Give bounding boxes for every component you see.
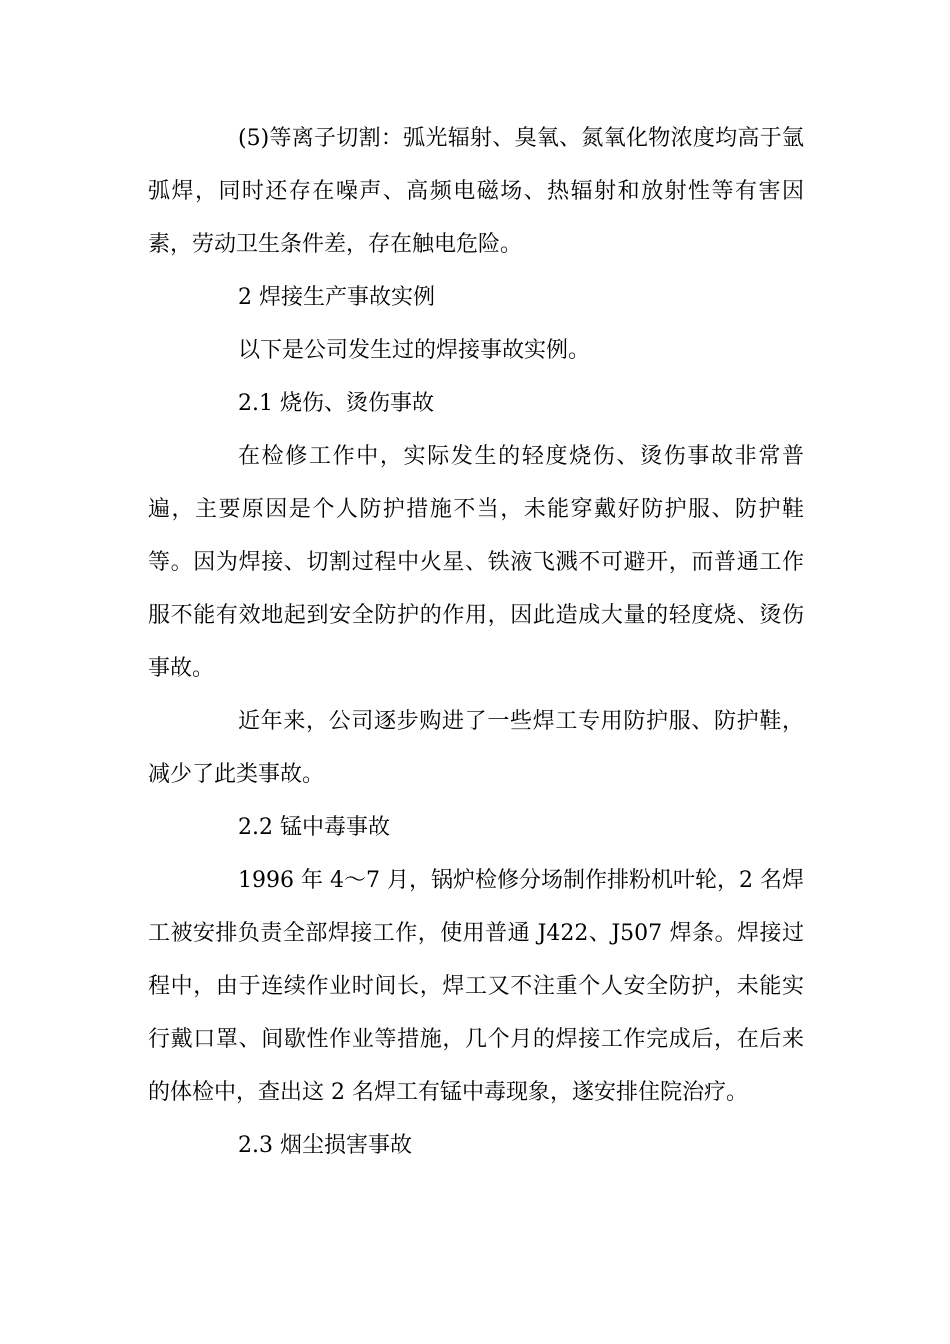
document-body [148,112,804,1172]
subsection-heading-fume-damage: 2.3 烟尘损害事故 [238,1133,412,1158]
subsection-heading-burns: 2.1 烧伤、烫伤事故 [238,391,434,416]
paragraph-plasma-cutting: (5)等离子切割：弧光辐射、臭氧、氮氧化物浓度均高于氩弧焊，同时还存在噪声、高频电磁场、热辐射和放射性等有害因素，劳动卫生条件差，存在触电危险。 [148,126,804,257]
paragraph-intro: 以下是公司发生过的焊接事故实例。 [238,338,591,363]
paragraph-burns-description: 在检修工作中，实际发生的轻度烧伤、烫伤事故非常普遍，主要原因是个人防护措施不当，未能穿戴好防护服、防护鞋等。因为焊接、切割过程中火星、铁液飞溅不可避开，而普通工作服不能有效地起到安全防护的作用，因此造成大量的轻度烧、烫伤事故。 [148,444,804,681]
section-heading-accident-examples: 2 焊接生产事故实例 [238,285,435,310]
paragraph-manganese-description: 1996 年 4～7 月，锅炉检修分场制作排粉机叶轮，2 名焊工被安排负责全部焊接工作，使用普通 J422、J507 焊条。焊接过程中，由于连续作业时间长，焊工又不注重个人安全防护，未能实行戴口罩、间歇性作业等措施，几个月的焊接工作完成后，在后来的体检中，查出这 2 名焊工有锰中毒现象，遂安排住院治疗。 [148,868,804,1105]
subsection-heading-manganese: 2.2 锰中毒事故 [238,815,390,840]
paragraph-burns-recent: 近年来，公司逐步购进了一些焊工专用防护服、防护鞋，减少了此类事故。 [148,709,804,787]
